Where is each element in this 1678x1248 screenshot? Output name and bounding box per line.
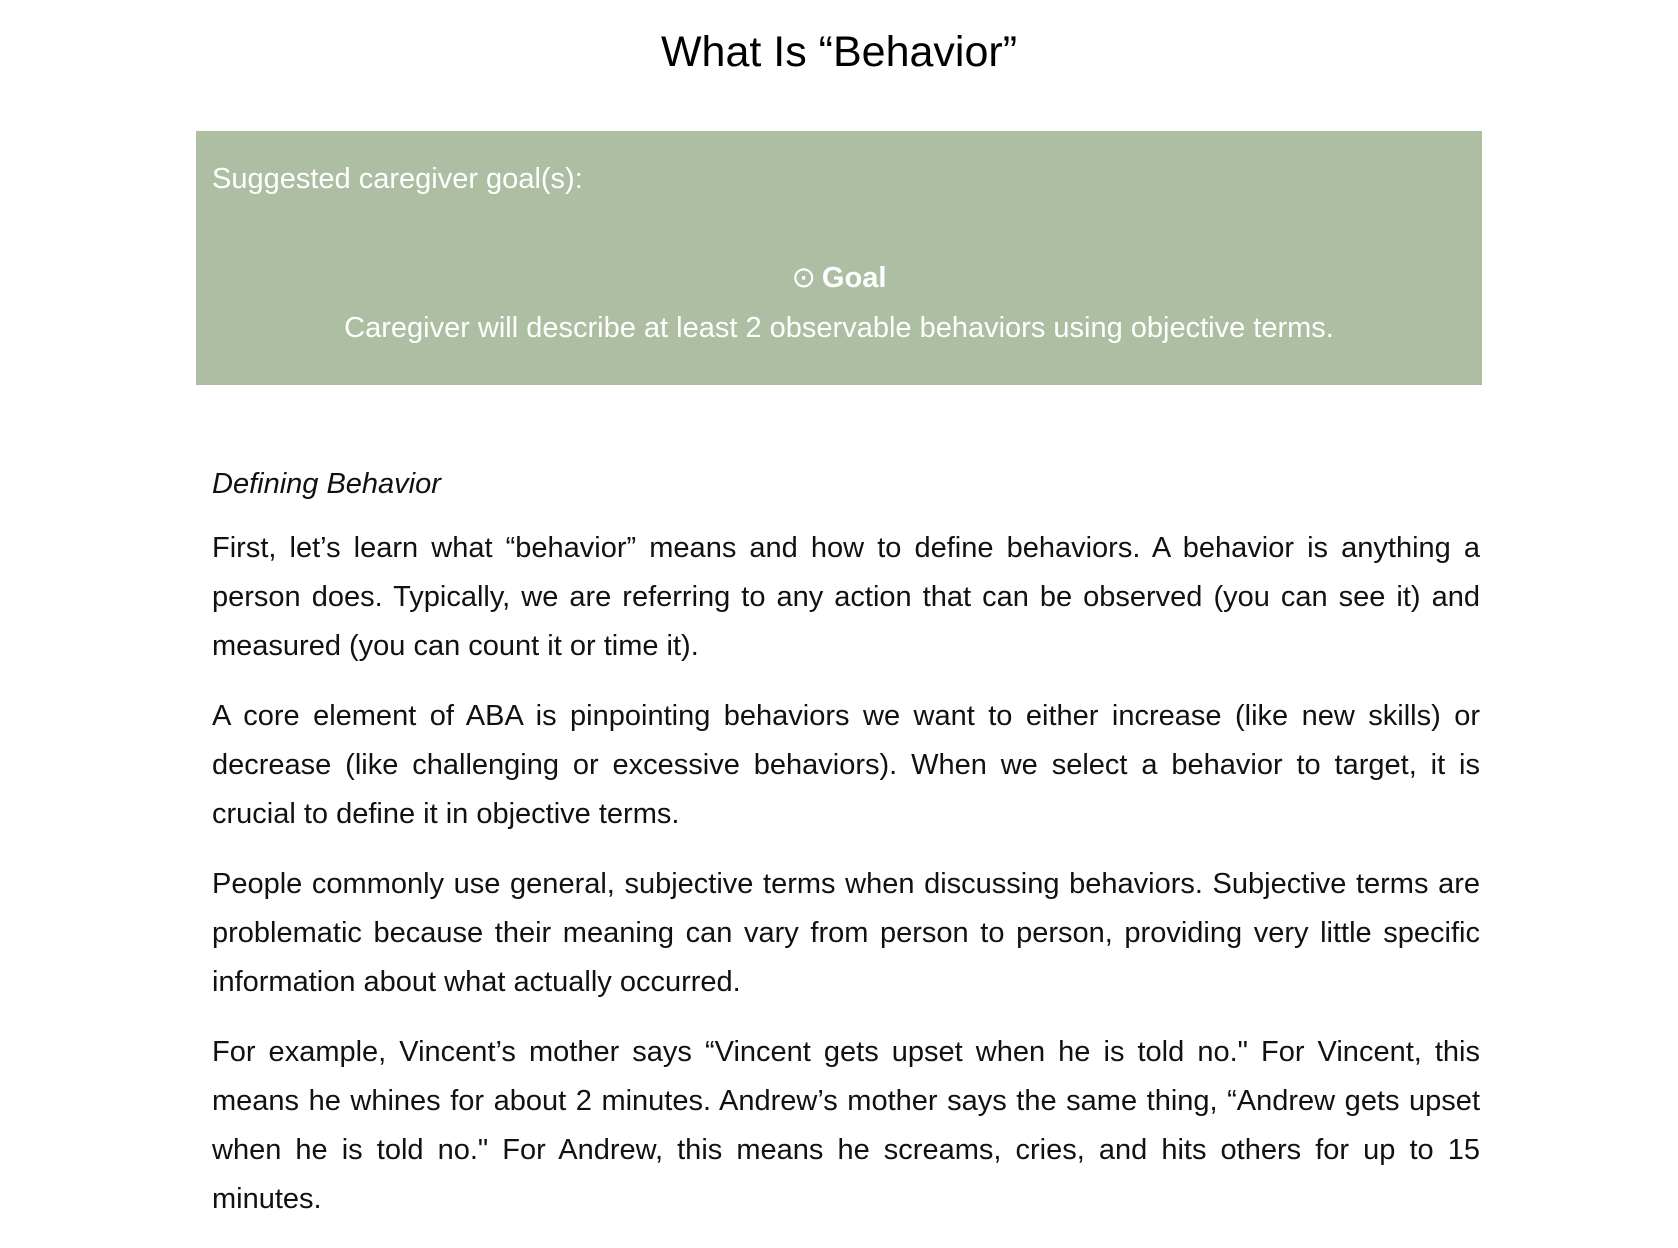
section-defining-behavior — [212, 462, 1480, 1245]
paragraph: A core element of ABA is pinpointing behaviors we want to either increase (like new skills) or decrease (like challenging or excessive behaviors). When we select a behavior to target, it is crucial to define it in objective terms. — [212, 700, 1480, 830]
goal-heading — [196, 259, 1482, 297]
paragraph: First, let’s learn what “behavior” means and how to define behaviors. A behavior is anything a person does. Typically, we are referring to any action that can be observed (you can see it) and measured (you can count it or time it). — [212, 532, 1480, 662]
goal-box-label: Suggested caregiver goal(s): — [212, 163, 583, 195]
paragraph: For example, Vincent’s mother says “Vincent gets upset when he is told no." For Vincent, this means he whines for about 2 minutes. Andrew’s mother says the same thing, “Andrew gets upset when he is told no." For Andrew, this means he screams, cries, and hits others for up to 15 minutes. — [212, 1036, 1480, 1215]
target-icon: ⊙ — [791, 262, 816, 294]
page-title: What Is “Behavior” — [660, 28, 1018, 76]
section-heading: Defining Behavior — [212, 468, 441, 500]
goal-heading-label: Goal — [821, 262, 887, 294]
paragraph: People commonly use general, subjective terms when discussing behaviors. Subjective terms are problematic because their meaning can vary from person to person, providing very little specific information about what actually occurred. — [212, 868, 1480, 998]
goal-box — [196, 131, 1482, 385]
goal-text: Caregiver will describe at least 2 observable behaviors using objective terms. — [344, 312, 1334, 344]
